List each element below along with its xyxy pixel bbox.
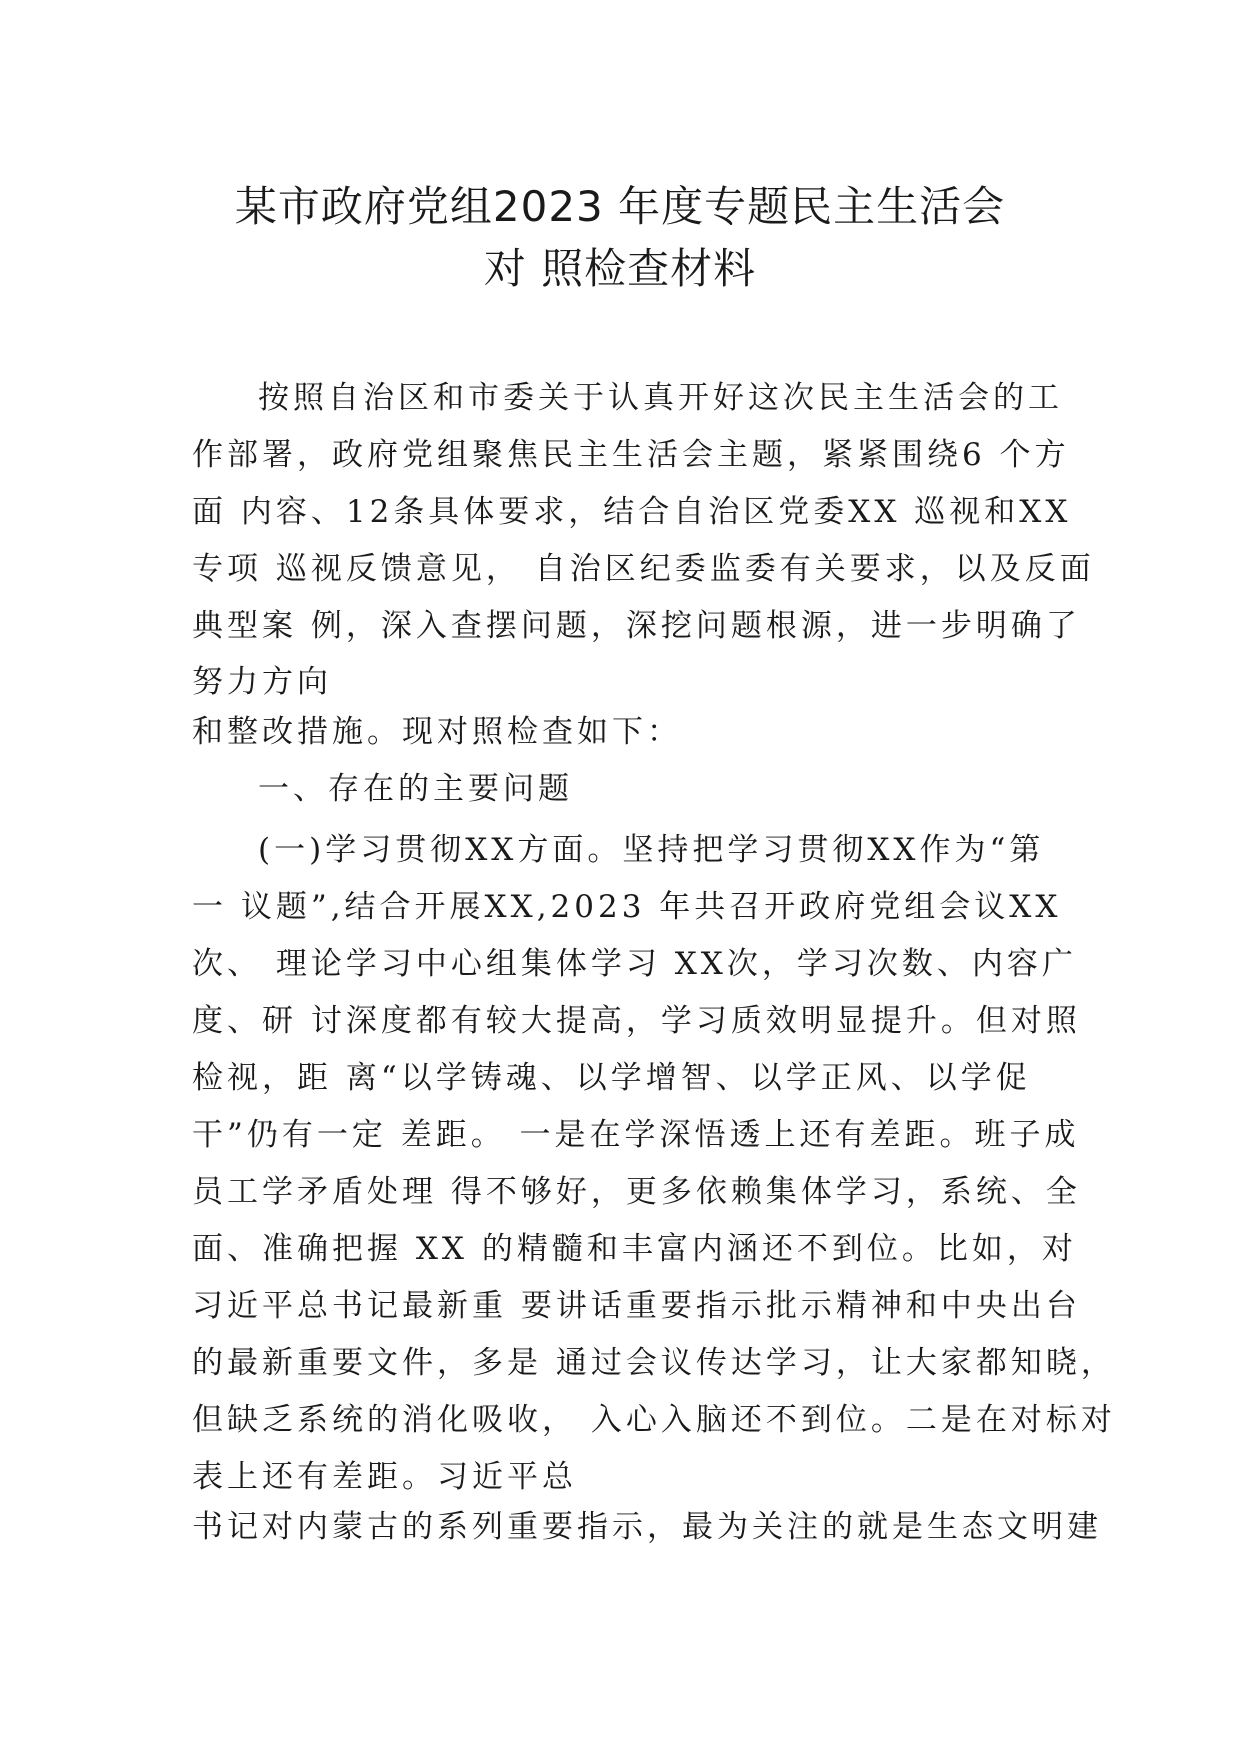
body-line: 作部署，政府党组聚焦民主生活会主题，紧紧围绕6 个方 [192, 437, 1070, 473]
body-line: 习近平总书记最新重 要讲话重要指示批示精神和中央出台 [192, 1288, 1081, 1324]
body-line: 度、研 讨深度都有较大提高，学习质效明显提升。但对照 [192, 1003, 1081, 1039]
body-line: 努力方向 [192, 664, 332, 700]
body-line: 员工学矛盾处理 得不够好，更多依赖集体学习，系统、全 [192, 1174, 1081, 1210]
body-line: 典型案 例，深入查摆问题，深挖问题根源，进一步明确了 [192, 608, 1081, 644]
body-line: 次、 理论学习中心组集体学习 XX次，学习次数、内容广 [192, 946, 1077, 982]
document-title-line-2: 对 照检查材料 [483, 244, 757, 293]
body-line: 按照自治区和市委关于认真开好这次民主生活会的工 [258, 380, 1063, 416]
subsection-heading: (一)学习贯彻XX方面。坚持把学习贯彻XX作为“第 [258, 832, 1045, 868]
body-line: 面 内容、12条具体要求，结合自治区党委XX 巡视和XX [192, 494, 1072, 530]
document-title-line-1: 某市政府党组2023 年度专题民主生活会 [234, 182, 1006, 231]
body-line: 和整改措施。现对照检查如下： [192, 714, 682, 750]
body-line: 一 议题”,结合开展XX,2023 年共召开政府党组会议XX [192, 889, 1062, 925]
section-heading: 一、存在的主要问题 [258, 771, 573, 807]
body-line: 面、准确把握 XX 的精髓和丰富内涵还不到位。比如，对 [192, 1231, 1077, 1267]
body-line: 干”仍有一定 差距。 一是在学深悟透上还有差距。班子成 [192, 1117, 1080, 1153]
body-line: 的最新重要文件，多是 通过会议传达学习，让大家都知晓， [192, 1345, 1116, 1381]
body-line: 但缺乏系统的消化吸收， 入心入脑还不到位。二是在对标对 [192, 1402, 1116, 1438]
body-line: 表上还有差距。习近平总 [192, 1459, 577, 1495]
body-line: 专项 巡视反馈意见， 自治区纪委监委有关要求，以及反面 [192, 551, 1095, 587]
body-line: 检视，距 离“以学铸魂、以学增智、以学正风、以学促 [192, 1060, 1031, 1096]
body-line: 书记对内蒙古的系列重要指示，最为关注的就是生态文明建 [192, 1509, 1102, 1545]
